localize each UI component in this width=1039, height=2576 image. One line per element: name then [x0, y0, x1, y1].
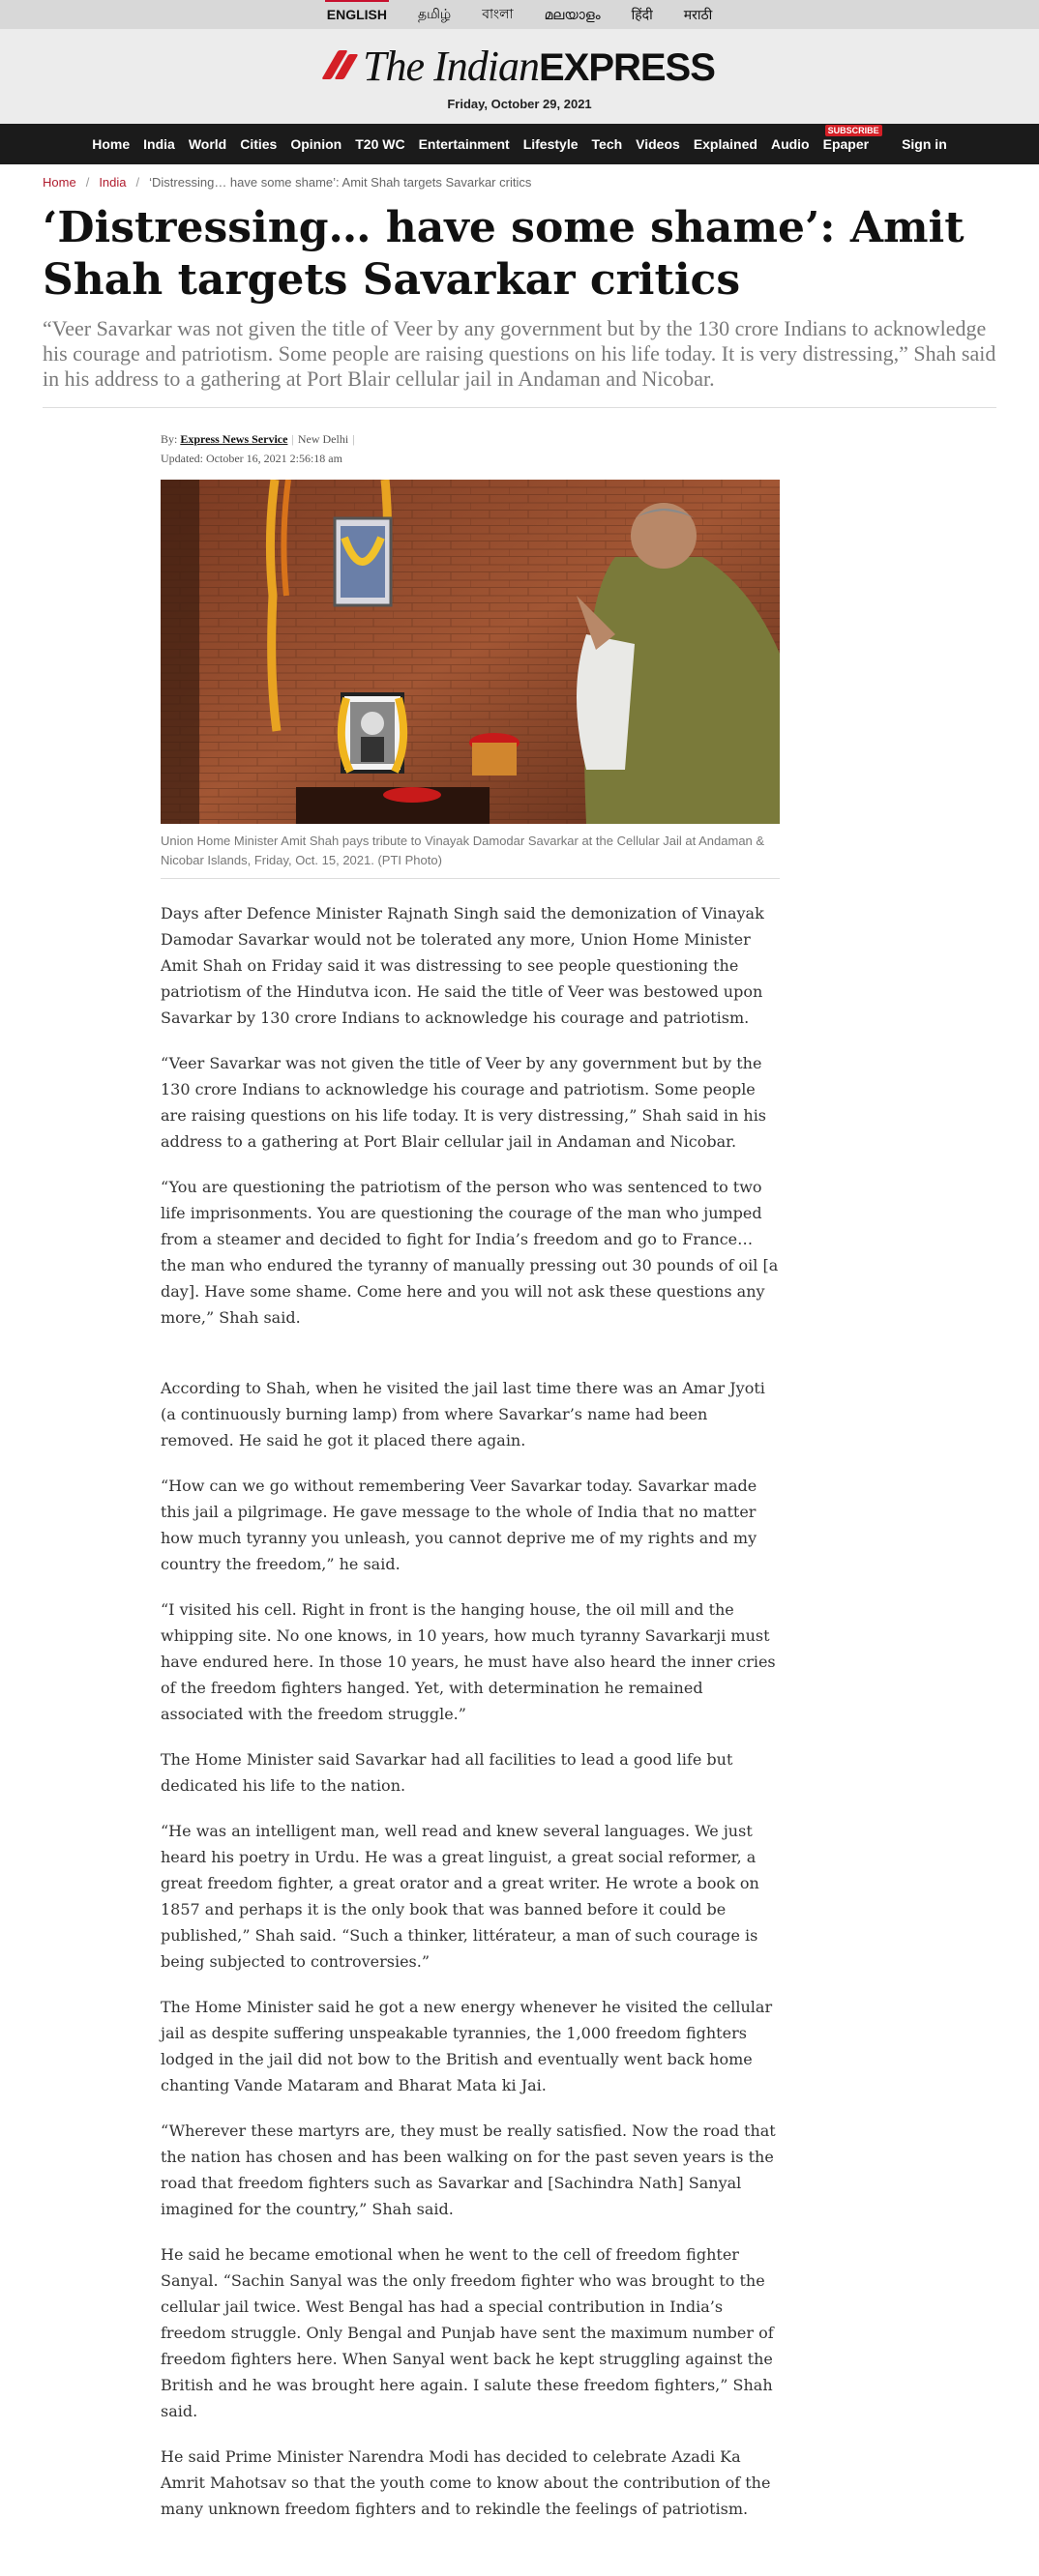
- paragraph: “He was an intelligent man, well read and knew several languages. We just heard his poetry in Urdu. He was a great linguist, a great social reformer, a great freedom fighter, a great orator and a great writer. He wrote a book on 1857 and perhaps it is the only book that was banned before it could be published,” Shah said. “Such a thinker, littérateur, a man of such courage is being subjected to controversies.”: [161, 1822, 759, 1971]
- paragraph: “How can we go without remembering Veer Savarkar today. Savarkar made this jail a pilgrimage. He gave message to the whole of India that no matter how much tyranny you unleash, you cannot deprive me of my rights and my country the freedom,” he said.: [161, 1477, 757, 1573]
- lang-bangla[interactable]: বাংলা: [482, 6, 514, 21]
- nav-entertainment[interactable]: Entertainment: [418, 136, 510, 152]
- main-nav: [0, 124, 1039, 164]
- breadcrumb-separator: /: [85, 175, 90, 190]
- paragraph: “Veer Savarkar was not given the title of Veer by any government but by the 130 crore Indians to acknowledge his courage and patriotism. Some people are raising questions on his life today. It is very distressing,” Shah said in his address to a gathering at Port Blair cellular jail in Andaman and Nicobar.: [161, 1054, 767, 1151]
- breadcrumb-india[interactable]: India: [99, 175, 127, 190]
- nav-india[interactable]: India: [143, 136, 175, 152]
- subscribe-badge[interactable]: SUBSCRIBE: [825, 125, 882, 136]
- paragraph: The Home Minister said he got a new energy whenever he visited the cellular jail as despite suffering unspeakable tyrannies, the 1,000 freedom fighters lodged in the jail did not bow to the British and eventually went back home chanting Vande Mataram and Bharat Mata ki Jai.: [161, 1998, 773, 2094]
- sign-in-link[interactable]: Sign in: [902, 136, 947, 152]
- paragraph: “You are questioning the patriotism of the person who was sentenced to two life imprisonments. You are questioning the courage of the man who jumped from a steamer and decided to fight for India’s freedom and go to France… the man who endured the tyranny of manually pressing out 30 pounds of oil [a day]. Have some shame. Come here and you will not ask these questions any more,” Shah said.: [161, 1178, 779, 1327]
- paragraph: “I visited his cell. Right in front is the hanging house, the oil mill and the whipping site. No one knows, in 10 years, how much tyranny Savarkarji must have endured here. In those 10 years, he must have also heard the inner cries of the freedom fighters hanged. Yet, with determination he remained associated with the freedom struggle.”: [161, 1600, 776, 1723]
- article-body-column: [161, 429, 780, 2522]
- logo-mark-icon: [324, 50, 357, 83]
- site-logo[interactable]: [324, 42, 715, 91]
- nav-world[interactable]: World: [188, 136, 227, 152]
- nav-videos[interactable]: Videos: [636, 136, 680, 152]
- nav-cities[interactable]: Cities: [240, 136, 278, 152]
- nav-epaper-label: Epaper: [822, 136, 870, 152]
- breadcrumb-home[interactable]: Home: [43, 175, 76, 190]
- paragraph: “Wherever these martyrs are, they must be really satisfied. Now the road that the nation has chosen and has been walking on for the past seven years is the road that freedom fighters such as Savarkar and [Sachindra Nath] Sanyal imagined for the country,” Shah said.: [161, 2122, 776, 2218]
- logo-text: The IndianEXPRESS: [363, 43, 715, 90]
- article-standfirst: “Veer Savarkar was not given the title of Veer by any government but by the 130 crore Indians to acknowledge his courage and patriotism. Some people are raising questions on his life today. It is very distressing,” Shah said in his address to a gathering at Port Blair cellular jail in Andaman and Nicobar.: [43, 316, 996, 391]
- language-bar: [0, 0, 1039, 29]
- paragraph: The Home Minister said Savarkar had all facilities to lead a good life but dedicated his life to the nation.: [161, 1750, 733, 1795]
- breadcrumb-separator: /: [135, 175, 140, 190]
- lang-english[interactable]: ENGLISH: [326, 7, 388, 22]
- nav-lifestyle[interactable]: Lifestyle: [522, 136, 579, 152]
- photo-illustration: [161, 480, 780, 824]
- lang-malayalam[interactable]: മലയാളം: [544, 6, 601, 22]
- lang-tamil[interactable]: தமிழ்: [418, 5, 452, 21]
- nav-opinion[interactable]: Opinion: [290, 136, 342, 152]
- lang-hindi[interactable]: हिंदी: [631, 6, 653, 22]
- article-photo: [161, 480, 780, 824]
- paragraph: He said Prime Minister Narendra Modi has decided to celebrate Azadi Ka Amrit Mahotsav so that the youth come to know about the contribution of the many unknown freedom fighters and to rekindle the feelings of patriotism.: [161, 2447, 771, 2518]
- nav-home[interactable]: Home: [92, 136, 131, 152]
- paragraph: He said he became emotional when he went to the cell of freedom fighter Sanyal. “Sachin Sanyal was the only freedom fighter who was brought to the cellular jail twice. West Bengal has had a special contribution in India’s freedom struggle. Only Bengal and Punjab have sent the maximum number of freedom fighters here. When Sanyal went back he kept struggling against the British and he was brought here again. I salute these freedom fighters,” Shah said.: [161, 2245, 774, 2420]
- breadcrumb: [0, 164, 1039, 200]
- nav-t20wc[interactable]: T20 WC: [355, 136, 405, 152]
- nav-tech[interactable]: Tech: [591, 136, 623, 152]
- nav-epaper[interactable]: [821, 126, 879, 152]
- masthead-date: Friday, October 29, 2021: [447, 97, 592, 111]
- article-headline: ‘Distressing… have some shame’: Amit Shah targets Savarkar critics: [43, 203, 965, 305]
- nav-audio[interactable]: Audio: [770, 136, 810, 152]
- photo-caption: Union Home Minister Amit Shah pays tribute to Vinayak Damodar Savarkar at the Cellular Jail at Andaman & Nicobar Islands, Friday, Oct. 15, 2021. (PTI Photo): [161, 824, 780, 879]
- breadcrumb-current: ‘Distressing… have some shame’: Amit Shah targets Savarkar critics: [149, 175, 532, 190]
- lang-marathi[interactable]: मराठी: [683, 6, 713, 22]
- nav-explained[interactable]: Explained: [693, 136, 757, 152]
- author-link[interactable]: Express News Service: [180, 432, 288, 446]
- byline: By: Express News Service | New Delhi | Updated: October 16, 2021 2:56:18 am: [161, 429, 780, 468]
- masthead: [0, 29, 1039, 124]
- divider: [43, 407, 996, 408]
- updated-timestamp: Updated: October 16, 2021 2:56:18 am: [161, 452, 342, 465]
- article-text: [161, 900, 780, 2522]
- byline-prefix: By:: [161, 432, 178, 446]
- paragraph: Days after Defence Minister Rajnath Singh said the demonization of Vinayak Damodar Savarkar would not be tolerated any more, Union Home Minister Amit Shah on Friday said it was distressing to see people questioning the patriotism of the Hindutva icon. He said the title of Veer was bestowed upon Savarkar by 130 crore Indians to acknowledge his courage and patriotism.: [161, 904, 764, 1027]
- byline-location: New Delhi: [297, 432, 349, 446]
- paragraph: According to Shah, when he visited the jail last time there was an Amar Jyoti (a continuously burning lamp) from where Savarkar’s name had been removed. He said he got it placed there again.: [161, 1379, 765, 1449]
